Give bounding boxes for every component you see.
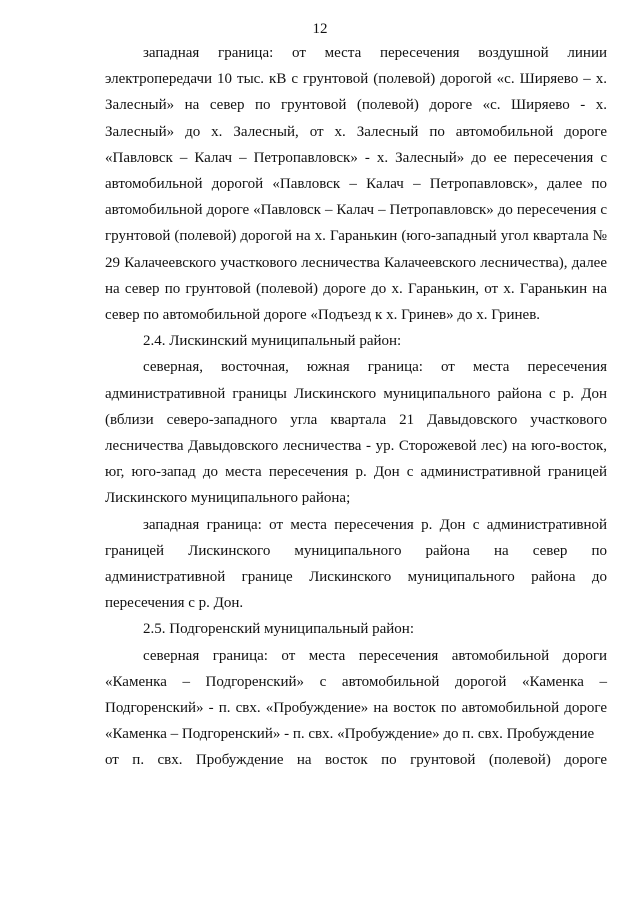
page-number: 12 [312,21,328,37]
section-heading-2-5: 2.5. Подгоренский муниципальный район: [143,621,415,638]
section-heading-2-4: 2.4. Лискинский муниципальный район: [143,333,402,350]
paragraph-liski-north-east-south: северная, восточная, южная граница: от места пересечения административной границы Лискинского муниципального района с р. Дон (вблизи северо-западного угла квартала 21 Давыдовского участкового лесничества Давыдовского лесничества - ур. Сторожевой лес) на юго-восток, юг, юго-запад до места пересечения р. Дон с административной границей Лискинского муниципального района; [105,359,607,507]
paragraph-podgorensky-continued: от п. свх. Пробуждение на восток по грунтовой (полевой) дороге [105,752,607,769]
paragraph-western-boundary: западная граница: от места пересечения воздушной линии электропередачи 10 тыс. кВ с грунтовой (полевой) дорогой «с. Ширяево – х. Залесный» на север по грунтовой (полевой) дороге «с. Ширяево - х. Залесный» до х. Залесный, от х. Залесный по автомобильной дороге «Павловск – Калач – Петропавловск» - х. Залесный» до ее пересечения с автомобильной дорогой «Павловск – Калач – Петропавловск», далее по автомобильной дороге «Павловск – Калач – Петропавловск» до пересечения с грунтовой (полевой) дорогой на х. Гаранькин (юго-западный угол квартала № 29 Калачеевского участкового лесничества Калачеевского лесничества), далее на север по грунтовой (полевой) дороге до х. Гаранькин, от х. Гаранькин на север по автомобильной дороге «Подъезд к х. Гринев» до х. Гринев. [105,45,607,324]
document-body [105,40,607,774]
paragraph-liski-west: западная граница: от места пересечения р. Дон с административной границей Лискинского муниципального района на север по административной границе Лискинского муниципального района до пересечения с р. Дон. [105,516,607,612]
paragraph-podgorensky-north: северная граница: от места пересечения автомобильной дороги «Каменка – Подгоренский» с автомобильной дорогой «Каменка – Подгоренский» - п. свх. «Пробуждение» на восток по автомобильной дороге «Каменка – Подгоренский» - п. свх. «Пробуждение» до п. свх. Пробуждение [105,647,607,743]
